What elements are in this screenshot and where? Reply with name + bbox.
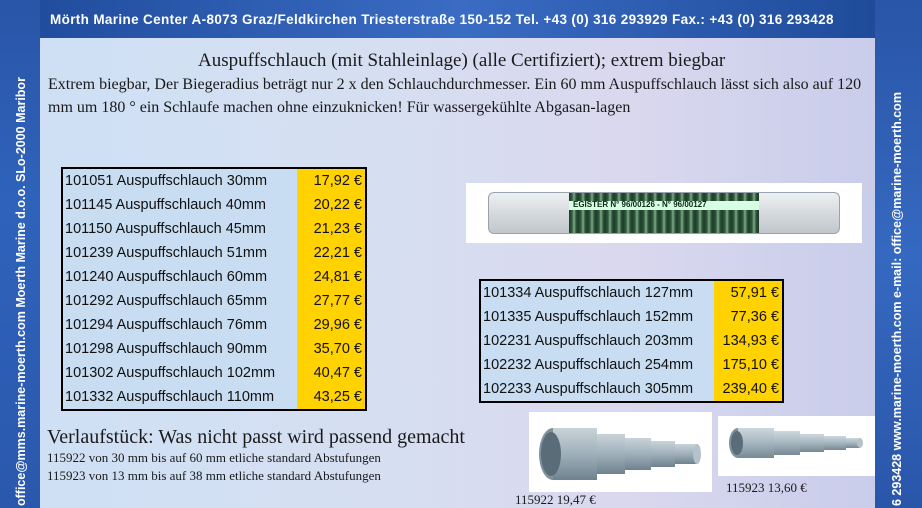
price-cell: 27,77 €	[297, 289, 365, 313]
table-row	[63, 289, 365, 313]
price-cell: 29,96 €	[297, 313, 365, 337]
table-row	[63, 361, 365, 385]
product-description-cell: 102233 Auspuffschlauch 305mm	[483, 381, 694, 397]
adapter-photo-115923	[718, 416, 875, 476]
stepped-adapter-large-icon	[529, 412, 712, 492]
table-row	[63, 265, 365, 289]
price-table-right	[479, 279, 784, 403]
product-description-cell: 102231 Auspuffschlauch 203mm	[483, 333, 694, 349]
table-row	[63, 169, 365, 193]
left-band-text: office@mms.marine-moerth.com Moerth Marine d.o.o. SLo-2000 Maribor	[14, 77, 28, 506]
product-description-cell: 101145 Auspuffschlauch 40mm	[65, 197, 266, 213]
price-cell: 77,36 €	[714, 305, 782, 329]
page-title: Auspuffschlauch (mit Stahleinlage) (alle Certifiziert); extrem biegbar	[198, 50, 726, 71]
price-cell: 134,93 €	[714, 329, 782, 353]
product-description-cell: 101240 Auspuffschlauch 60mm	[65, 269, 268, 285]
price-cell: 239,40 €	[714, 377, 782, 401]
table-row	[63, 385, 365, 409]
price-cell: 21,23 €	[297, 217, 365, 241]
table-row	[63, 337, 365, 361]
table-row	[63, 217, 365, 241]
price-cell: 43,25 €	[297, 385, 365, 409]
hose-print-text: EGISTER N° 96/00126 - N° 96/00127	[573, 200, 707, 209]
price-cell: 175,10 €	[714, 353, 782, 377]
section-line-2: 115923 von 13 mm bis auf 38 mm etliche standard Abstufungen	[47, 468, 381, 483]
price-cell: 57,91 €	[714, 281, 782, 305]
product-description-cell: 101150 Auspuffschlauch 45mm	[65, 221, 266, 237]
stepped-adapter-small-icon	[718, 416, 875, 476]
product-description-cell: 101302 Auspuffschlauch 102mm	[65, 365, 276, 381]
product-description-cell: 101292 Auspuffschlauch 65mm	[65, 293, 268, 309]
exhaust-hose-photo	[466, 183, 862, 243]
product-description-cell: 102232 Auspuffschlauch 254mm	[483, 357, 694, 373]
price-table-left	[61, 167, 367, 411]
product-description-cell: 101294 Auspuffschlauch 76mm	[65, 317, 268, 333]
table-row	[63, 241, 365, 265]
product-description-cell: 101332 Auspuffschlauch 110mm	[65, 389, 275, 405]
table-row	[481, 377, 782, 401]
adapter-photo-115922	[529, 412, 712, 492]
caption-115923: 115923 13,60 €	[726, 480, 807, 495]
table-row	[481, 329, 782, 353]
price-cell: 35,70 €	[297, 337, 365, 361]
table-row	[481, 281, 782, 305]
price-cell: 22,21 €	[297, 241, 365, 265]
product-description-cell: 101335 Auspuffschlauch 152mm	[483, 309, 694, 325]
product-description: Extrem biegbar, Der Biegeradius beträgt nur 2 x den Schlauchdurchmesser. Ein 60 mm Auspuffschlauch lässt sich also auf 120 mm um 180 ° ein Schlaufe machen ohne einzuknicken! Für wassergekühlte Abgasan-lagen	[48, 76, 862, 116]
price-cell: 17,92 €	[297, 169, 365, 193]
table-row	[481, 353, 782, 377]
price-cell: 24,81 €	[297, 265, 365, 289]
product-description-cell: 101051 Auspuffschlauch 30mm	[65, 173, 268, 189]
table-row	[481, 305, 782, 329]
table-row	[63, 193, 365, 217]
product-description-cell: 101298 Auspuffschlauch 90mm	[65, 341, 268, 357]
section-title: Verlaufstück: Was nicht passt wird passend gemacht	[47, 426, 465, 448]
hose-image	[569, 193, 759, 233]
price-cell: 40,47 €	[297, 361, 365, 385]
price-cell: 20,22 €	[297, 193, 365, 217]
right-band-text: 6 293428 www.marine-moerth.com e-mail: office@marine-moerth.com	[890, 92, 904, 506]
section-line-1: 115922 von 30 mm bis auf 60 mm etliche standard Abstufungen	[47, 450, 381, 465]
caption-115922: 115922 19,47 €	[515, 492, 596, 507]
hose-background-panel	[488, 192, 840, 234]
product-description-cell: 101239 Auspuffschlauch 51mm	[65, 245, 268, 261]
product-description-cell: 101334 Auspuffschlauch 127mm	[483, 285, 694, 301]
company-address-header: Mörth Marine Center A-8073 Graz/Feldkirchen Triesterstraße 150-152 Tel. +43 (0) 316 293929 Fax.: +43 (0) 316 293428	[50, 12, 834, 27]
table-row	[63, 313, 365, 337]
